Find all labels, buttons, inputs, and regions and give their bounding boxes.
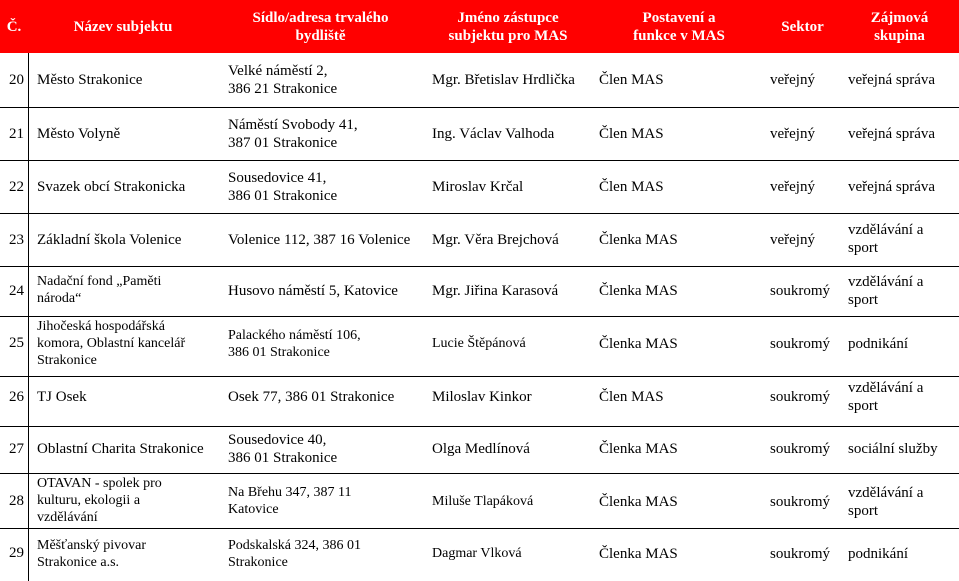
row-name: Oblastní Charita Strakonice	[37, 441, 204, 457]
row-name: Nadační fond „Paměti	[37, 274, 162, 289]
row-num: 27	[9, 441, 24, 457]
row-representative: Lucie Štěpánová	[432, 336, 526, 351]
header-position: Postavení a funkce v MAS	[633, 9, 725, 44]
row-sector: soukromý	[770, 546, 830, 562]
row-num: 28	[9, 493, 24, 509]
row-position: Člen MAS	[599, 389, 664, 405]
row-representative: Mgr. Břetislav Hrdlička	[432, 72, 575, 88]
header-name: Název subjektu	[73, 18, 173, 35]
row-interest-2: sport	[848, 398, 878, 414]
row-name: Základní škola Volenice	[37, 232, 182, 248]
row-address: Volenice 112, 387 16 Volenice	[228, 232, 411, 248]
row-interest: podnikání	[848, 336, 908, 352]
row-address: Podskalská 324, 386 01	[228, 538, 361, 553]
header-address: Sídlo/adresa trvalého bydliště	[252, 9, 389, 44]
row-address-2: Strakonice	[228, 555, 288, 570]
row-num: 29	[9, 545, 24, 561]
header-sector: Sektor	[781, 18, 824, 35]
table-row	[0, 213, 959, 266]
row-representative: Olga Medlínová	[432, 441, 530, 457]
table-row	[0, 426, 959, 473]
row-position: Člen MAS	[599, 179, 664, 195]
row-position: Členka MAS	[599, 336, 678, 352]
row-interest-2: sport	[848, 240, 878, 256]
row-position: Členka MAS	[599, 546, 678, 562]
row-name: Jihočeská hospodářská	[37, 319, 165, 334]
row-name-2: Strakonice a.s.	[37, 555, 120, 570]
row-sector: soukromý	[770, 494, 830, 510]
row-num: 23	[9, 232, 24, 248]
row-address: Sousedovice 40,	[228, 432, 327, 448]
header-representative: Jméno zástupce subjektu pro MAS	[448, 9, 568, 44]
table-header	[0, 0, 959, 53]
row-sector: soukromý	[770, 441, 830, 457]
row-divider	[0, 426, 959, 427]
row-sector: soukromý	[770, 336, 830, 352]
row-name: Svazek obcí Strakonicka	[37, 179, 186, 195]
row-interest: podnikání	[848, 546, 908, 562]
row-address-2: Katovice	[228, 502, 279, 517]
row-name-2: komora, Oblastní kancelář	[37, 336, 186, 351]
row-interest-2: sport	[848, 292, 878, 308]
table-row	[0, 316, 959, 376]
row-interest: vzdělávání a	[848, 485, 924, 501]
row-address: Palackého náměstí 106,	[228, 328, 361, 343]
row-interest: veřejná správa	[848, 72, 936, 88]
row-representative: Miluše Tlapáková	[432, 494, 534, 509]
row-address: Sousedovice 41,	[228, 170, 327, 186]
row-name: Město Strakonice	[37, 72, 143, 88]
row-position: Člen MAS	[599, 72, 664, 88]
row-name: Město Volyně	[37, 126, 121, 142]
row-address-2: 386 01 Strakonice	[228, 345, 330, 360]
row-interest: vzdělávání a	[848, 274, 924, 290]
row-interest: vzdělávání a	[848, 222, 924, 238]
row-num: 21	[9, 126, 24, 142]
row-sector: veřejný	[770, 179, 815, 195]
row-interest: veřejná správa	[848, 126, 936, 142]
table-row	[0, 107, 959, 160]
row-position: Členka MAS	[599, 494, 678, 510]
row-address-2: 387 01 Strakonice	[228, 135, 338, 151]
row-address-2: 386 01 Strakonice	[228, 450, 338, 466]
row-divider	[0, 473, 959, 474]
row-divider	[0, 528, 959, 529]
row-sector: veřejný	[770, 72, 815, 88]
row-interest: vzdělávání a	[848, 380, 924, 396]
row-representative: Dagmar Vlková	[432, 546, 522, 561]
row-divider	[0, 316, 959, 317]
row-representative: Miroslav Krčal	[432, 179, 524, 195]
row-address: Velké náměstí 2,	[228, 63, 328, 79]
row-address: Husovo náměstí 5, Katovice	[228, 283, 398, 299]
row-address-2: 386 21 Strakonice	[228, 81, 338, 97]
column-divider	[28, 53, 29, 581]
row-num: 22	[9, 179, 24, 195]
table-row	[0, 473, 959, 528]
row-name: Měšťanský pivovar	[37, 538, 147, 553]
row-divider	[0, 107, 959, 108]
row-sector: soukromý	[770, 389, 830, 405]
row-divider	[0, 213, 959, 214]
row-name: TJ Osek	[37, 389, 87, 405]
row-address: Osek 77, 386 01 Strakonice	[228, 389, 395, 405]
row-name-2: kulturu, ekologii a	[37, 493, 141, 508]
row-representative: Mgr. Věra Brejchová	[432, 232, 559, 248]
row-divider	[0, 266, 959, 267]
table-row	[0, 160, 959, 213]
header-interest: Zájmová skupina	[870, 9, 929, 44]
row-representative: Ing. Václav Valhoda	[432, 126, 555, 142]
row-interest-2: sport	[848, 503, 878, 519]
row-name-2: národa“	[37, 291, 82, 306]
row-address: Na Břehu 347, 387 11	[228, 485, 352, 500]
row-address: Náměstí Svobody 41,	[228, 117, 358, 133]
row-divider	[0, 376, 959, 377]
row-num: 26	[9, 389, 24, 405]
row-num: 24	[9, 283, 24, 299]
table-row	[0, 266, 959, 316]
row-position: Členka MAS	[599, 232, 678, 248]
header-num: Č.	[6, 18, 22, 35]
row-sector: soukromý	[770, 283, 830, 299]
table-row	[0, 376, 959, 426]
row-position: Členka MAS	[599, 283, 678, 299]
row-sector: veřejný	[770, 126, 815, 142]
table-row	[0, 53, 959, 107]
row-interest: sociální služby	[848, 441, 938, 457]
row-representative: Mgr. Jiřina Karasová	[432, 283, 559, 299]
row-address-2: 386 01 Strakonice	[228, 188, 338, 204]
table-row	[0, 528, 959, 581]
row-representative: Miloslav Kinkor	[432, 389, 532, 405]
row-position: Člen MAS	[599, 126, 664, 142]
row-sector: veřejný	[770, 232, 815, 248]
row-name-3: Strakonice	[37, 353, 97, 368]
row-name: OTAVAN - spolek pro	[37, 476, 162, 491]
row-num: 25	[9, 335, 24, 351]
row-name-3: vzdělávání	[37, 510, 98, 525]
row-interest: veřejná správa	[848, 179, 936, 195]
row-divider	[0, 160, 959, 161]
row-position: Členka MAS	[599, 441, 678, 457]
row-num: 20	[9, 72, 24, 88]
